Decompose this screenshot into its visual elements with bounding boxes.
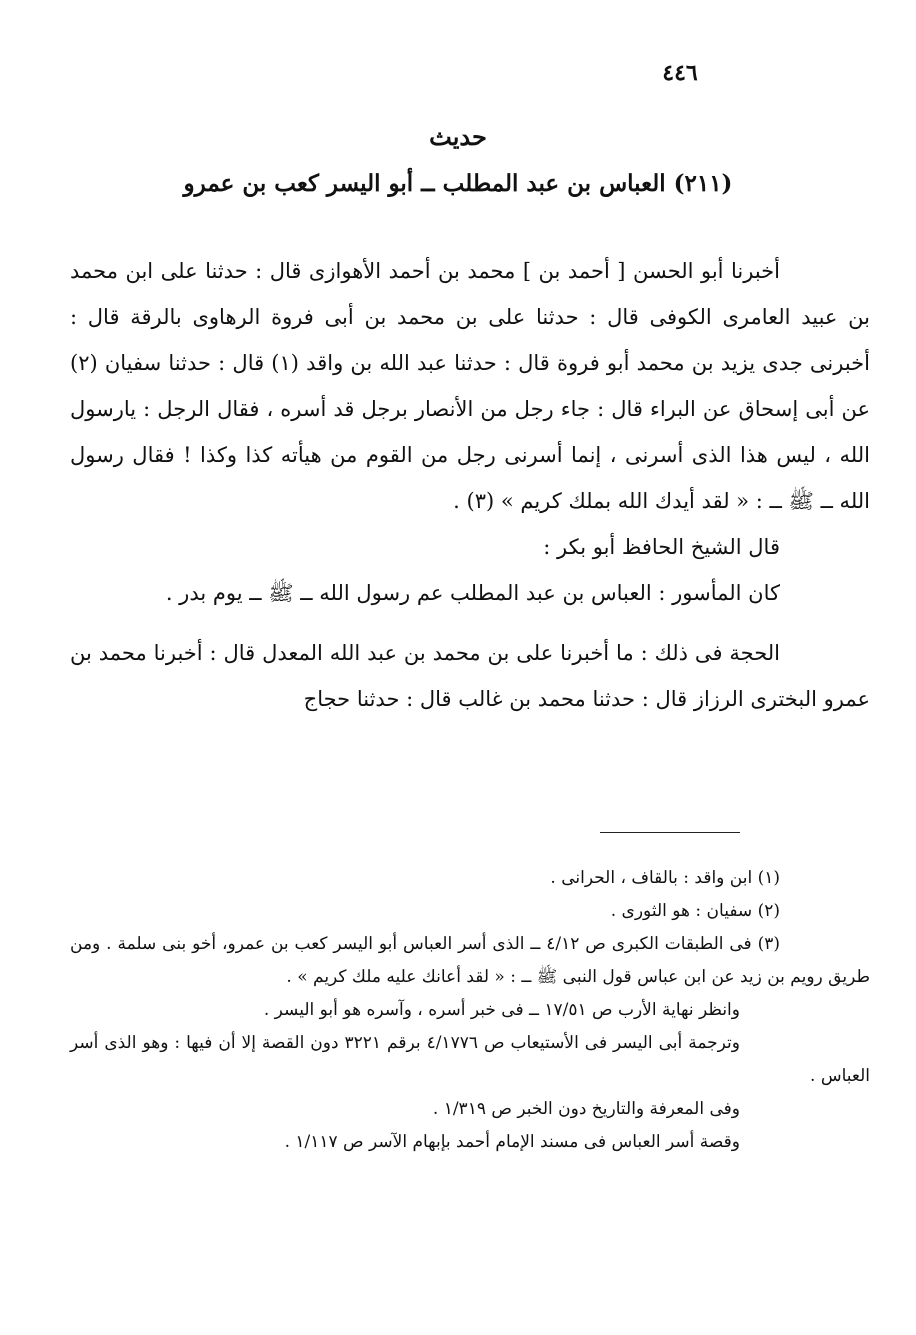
footnote-3-note-b: وترجمة أبى اليسر فى الأستيعاب ص ٤/١٧٧٦ برقم ٣٢٢١ دون القصة إلا أن فيها : وهو الذى أسر العباس . (70, 1033, 870, 1086)
footnote-3: (٣) فى الطبقات الكبرى ص ٤/١٢ ــ الذى أسر العباس أبو اليسر كعب بن عمرو، أخو بنى سلمة . ومن طريق رويم بن زيد عن ابن عباس قول النبى ﷺ ــ : « لقد أعانك عليه ملك كريم » . (70, 934, 870, 987)
footnote-3-note-d: وقصة أسر العباس فى مسند الإمام أحمد بإبهام الآسر ص ١/١١٧ . (284, 1132, 740, 1152)
footnote-3-note-c: وفى المعرفة والتاريخ دون الخبر ص ١/٣١٩ . (432, 1099, 740, 1119)
footnote-1: (١) ابن واقد : بالقاف ، الحرانى . (550, 868, 780, 888)
section-heading: حديث (429, 122, 487, 151)
hadith-title: (٢١١) العباس بن عبد المطلب ــ أبو اليسر كعب بن عمرو (183, 170, 733, 197)
footnote-2: (٢) سفيان : هو الثورى . (610, 901, 780, 921)
captive-statement: كان المأسور : العباس بن عبد المطلب عم رسول الله ــ ﷺ ــ يوم بدر . (165, 581, 780, 605)
hadith-paragraph: أخبرنا أبو الحسن [ أحمد بن ] محمد بن أحمد الأهوازى قال : حدثنا على ابن محمد بن عبيد العامرى الكوفى قال : حدثنا على بن محمد بن أبى فروة الرهاوى بالرقة قال : أخبرنى جدى يزيد بن محمد أبو فروة قال : حدثنا عبد الله بن واقد (١) قال : حدثنا سفيان (٢) عن أبى إسحاق عن البراء قال : جاء رجل من الأنصار برجل قد أسره ، فقال الرجل : يارسول الله ، ليس هذا الذى أسرنى ، إنما أسرنى رجل من القوم من هيأته كذا وكذا ! فقال رسول الله ــ ﷺ ــ : « لقد أيدك الله بملك كريم » (٣) . (70, 259, 870, 513)
evidence-paragraph: الحجة فى ذلك : ما أخبرنا على بن محمد بن عبد الله المعدل قال : أخبرنا محمد بن عمرو البخترى الرزاز قال : حدثنا محمد بن غالب قال : حدثنا حجاج (70, 641, 870, 711)
footnote-divider (600, 832, 740, 833)
main-text (70, 248, 870, 722)
footnotes (70, 862, 870, 1159)
footnote-3-note-a: وانظر نهاية الأرب ص ١٧/٥١ ــ فى خبر أسره ، وآسره هو أبو اليسر . (263, 1000, 740, 1020)
sheikh-statement: قال الشيخ الحافظ أبو بكر : (543, 535, 780, 559)
page-number: ٤٤٦ (662, 60, 698, 86)
